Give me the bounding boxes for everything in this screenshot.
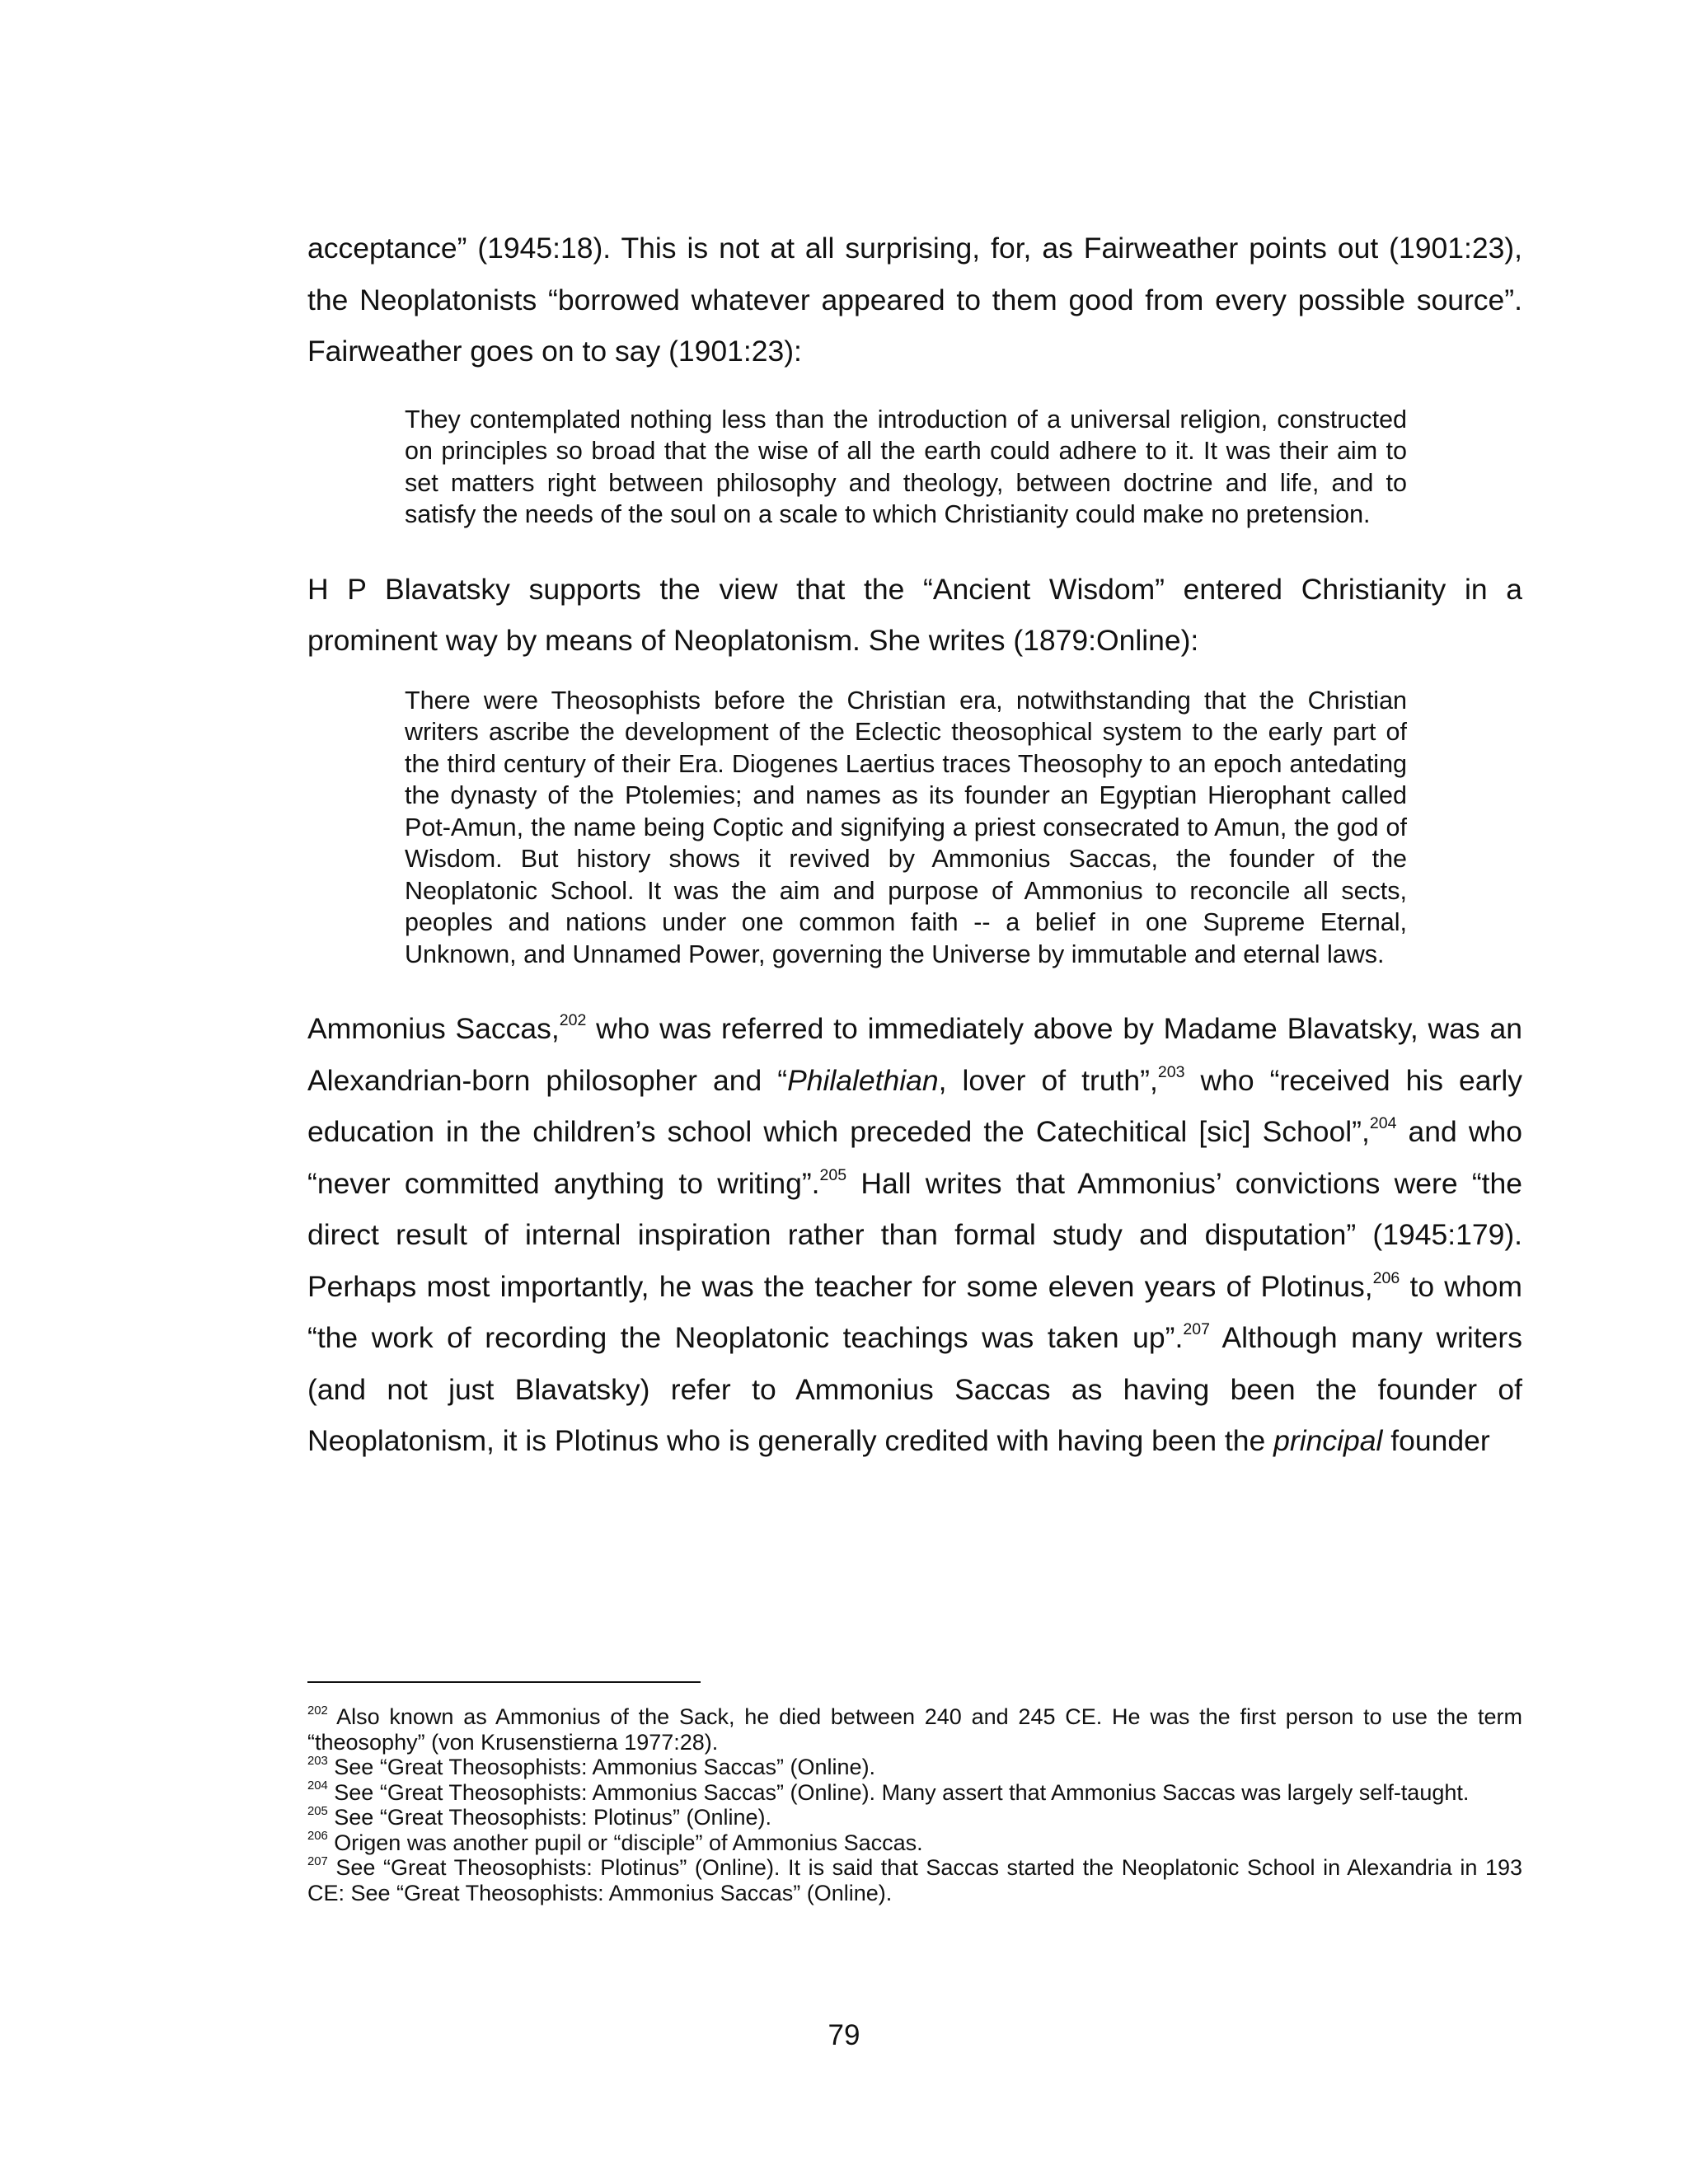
footnote	[307, 1830, 1522, 1856]
block-quote: There were Theosophists before the Christian era, notwithstanding that the Christian writers ascribe the development of the Eclectic theosophical system to the early part of the third century of their Era. Diogenes Laertius traces Theosophy to an epoch antedating the dynasty of the Ptolemies; and names as its founder an Egyptian Hierophant called Pot-Amun, the name being Coptic and signifying a priest consecrated to Amun, the god of Wisdom. But history shows it revived by Ammonius Saccas, the founder of the Neoplatonic School. It was the aim and purpose of Ammonius to reconcile all sects, peoples and nations under one common faith -- a belief in one Supreme Eternal, Unknown, and Unnamed Power, governing the Universe by immutable and eternal laws.	[405, 686, 1407, 968]
block-quote: They contemplated nothing less than the introduction of a universal religion, constructed on principles so broad that the wise of all the earth could adhere to it. It was their aim to set matters right between philosophy and theology, between doctrine and life, and to satisfy the needs of the soul on a scale to which Christianity could make no pretension.	[405, 405, 1407, 528]
text-segment: to whom “the work of recording the Neoplatonic teachings was taken up”.	[307, 1269, 1522, 1354]
page-body	[307, 223, 1522, 1467]
footnote-number: 207	[307, 1854, 328, 1868]
footnote-text: See “Great Theosophists: Ammonius Saccas” (Online).	[327, 1755, 876, 1779]
text-segment: who was referred to immediately above by Madame Blavatsky, was an Alexandrian-born philosopher and “	[307, 1012, 1522, 1097]
text-segment: who “received his early education in the children’s school which preceded the Catechitical [sic] School”,	[307, 1063, 1522, 1148]
text-segment: Hall writes that Ammonius’ convictions were “the direct result of internal inspiration rather than formal study and disputation” (1945:179). Perhaps most importantly, he was the teacher for some eleven years of Plotinus,	[307, 1166, 1523, 1303]
italic-term: principal	[1273, 1424, 1383, 1457]
footnote	[307, 1780, 1522, 1806]
footnote	[307, 1805, 1522, 1830]
body-paragraph: H P Blavatsky supports the view that the “Ancient Wisdom” entered Christianity in a prominent way by means of Neoplatonism. She writes (1879:Online):	[307, 572, 1522, 657]
footnote-reference[interactable]: 205	[819, 1165, 847, 1184]
page-number: 79	[828, 2019, 860, 2051]
footnote-reference[interactable]: 202	[559, 1011, 587, 1030]
footnote-number: 206	[307, 1830, 328, 1844]
footnote-reference[interactable]: 207	[1183, 1320, 1210, 1339]
footnote	[307, 1855, 1522, 1905]
footnote-number: 203	[307, 1754, 328, 1768]
body-paragraph: acceptance” (1945:18). This is not at all surprising, for, as Fairweather points out (1901:23), the Neoplatonists “borrowed whatever appeared to them good from every possible source”. Fairweather goes on to say (1901:23):	[307, 232, 1522, 368]
footnote-number: 204	[307, 1779, 328, 1793]
footnote-reference[interactable]: 203	[1157, 1062, 1185, 1081]
text-segment: Ammonius Saccas,	[307, 1012, 560, 1045]
footnote-divider	[307, 1681, 701, 1683]
footnote-text: Also known as Ammonius of the Sack, he died between 240 and 245 CE. He was the first person to use the term “theosophy” (von Krusenstierna 1977:28).	[307, 1704, 1522, 1755]
footnotes-section	[307, 1681, 1522, 1905]
body-paragraph	[307, 1003, 1522, 1467]
text-segment: founder	[1382, 1424, 1490, 1457]
footnote-text: Origen was another pupil or “disciple” of Ammonius Saccas.	[327, 1830, 923, 1855]
footnote-reference[interactable]: 206	[1372, 1268, 1400, 1287]
footnote-reference[interactable]: 204	[1369, 1114, 1397, 1133]
text-segment: , lover of truth”,	[938, 1063, 1158, 1097]
footnote-text: See “Great Theosophists: Ammonius Saccas” (Online). Many assert that Ammonius Saccas was largely self-taught.	[327, 1779, 1470, 1805]
footnote	[307, 1755, 1522, 1780]
footnote-text: See “Great Theosophists: Plotinus” (Online). It is said that Saccas started the Neoplatonic School in Alexandria in 193 CE: See “Great Theosophists: Ammonius Saccas” (Online).	[307, 1855, 1522, 1905]
footnote-number: 205	[307, 1804, 328, 1818]
footnote-text: See “Great Theosophists: Plotinus” (Online).	[327, 1805, 772, 1830]
italic-term: Philalethian	[787, 1063, 939, 1097]
text-segment: Although many writers (and not just Blavatsky) refer to Ammonius Saccas as having been the founder of Neoplatonism, it is Plotinus who is generally credited with having been the	[307, 1321, 1522, 1457]
text-segment: and who “never committed anything to writing”.	[307, 1115, 1522, 1200]
footnote	[307, 1704, 1522, 1755]
footnote-number: 202	[307, 1704, 328, 1718]
